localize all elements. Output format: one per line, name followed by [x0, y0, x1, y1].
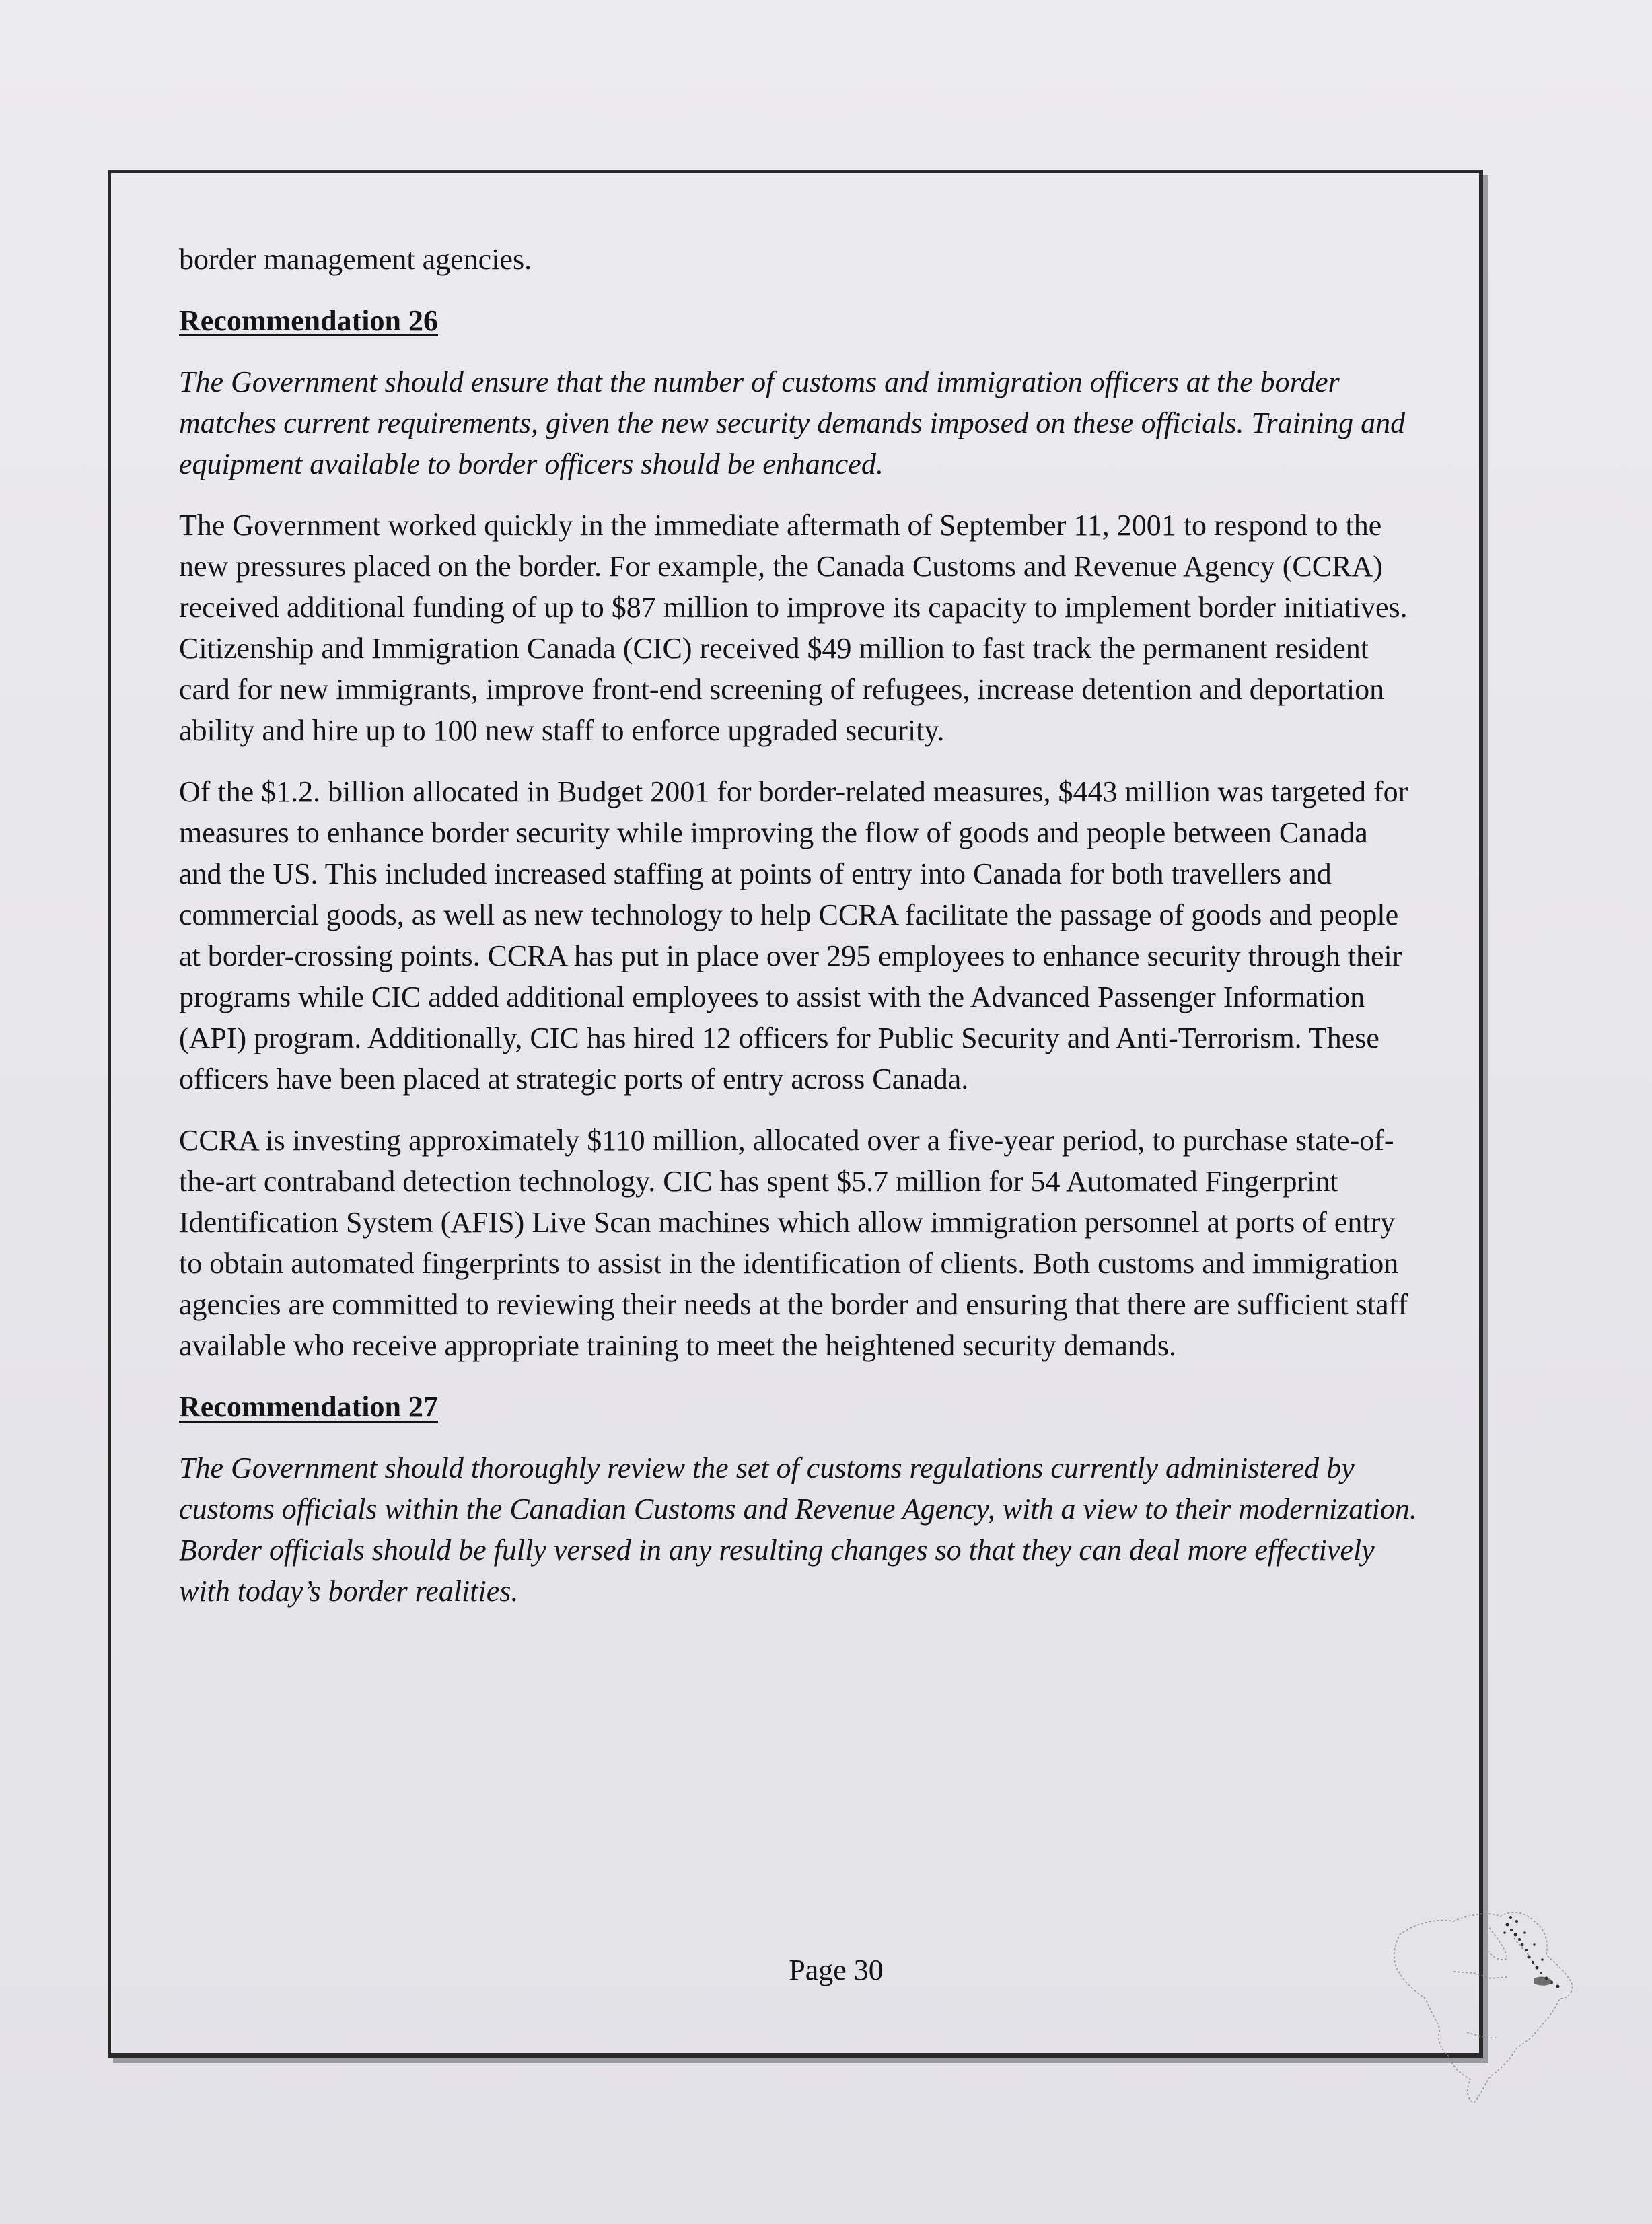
page-number: Page 30	[789, 1953, 884, 1986]
recommendation-27-heading: Recommendation 27	[179, 1390, 438, 1423]
north-america-map-icon	[1373, 1898, 1588, 2120]
recommendation-27-text: The Government should thoroughly review the set of customs regulations currently administered by customs officials within the Canadian Customs and Revenue Agency, with a view to their modernization. Border officials should be fully versed in any resulting changes so that they can deal more effectively with today’s border realities.	[179, 1451, 1417, 1608]
paragraph-3: CCRA is investing approximately $110 million, allocated over a five-year period, to purchase state-of-the-art contraband detection technology. CIC has spent $5.7 million for 54 Automated Fingerprint Identification System (AFIS) Live Scan machines which allow immigration personnel at ports of entry to obtain automated fingerprints to assist in the identification of clients. Both customs and immigration agencies are committed to reviewing their needs at the border and ensuring that there are sufficient staff available who receive appropriate training to meet the heightened security demands.	[179, 1124, 1408, 1362]
paragraph-1: The Government worked quickly in the immediate aftermath of September 11, 2001 to respond to the new pressures placed on the border. For example, the Canada Customs and Revenue Agency (CCRA) received additional funding of up to $87 million to improve its capacity to implement border initiatives. Citizenship and Immigration Canada (CIC) received $49 million to fast track the permanent resident card for new immigrants, improve front-end screening of refugees, increase detention and deportation ability and hire up to 100 new staff to enforce upgraded security.	[179, 509, 1408, 747]
lead-fragment: border management agencies.	[179, 243, 532, 276]
paragraph-2: Of the $1.2. billion allocated in Budget 2001 for border-related measures, $443 million was targeted for measures to enhance border security while improving the flow of goods and people between Canada and the US. This included increased staffing at points of entry into Canada for both travellers and commercial goods, as well as new technology to help CCRA facilitate the passage of goods and people at border-crossing points. CCRA has put in place over 295 employees to enhance security through their programs while CIC added additional employees to assist with the Advanced Passenger Information (API) program. Additionally, CIC has hired 12 officers for Public Security and Anti-Terrorism. These officers have been placed at strategic ports of entry across Canada.	[179, 775, 1408, 1096]
recommendation-26-text: The Government should ensure that the number of customs and immigration officers at the border matches current requirements, given the new security demands imposed on these officials. Training and equipment available to border officers should be enhanced.	[179, 365, 1406, 480]
document-body	[179, 239, 1417, 1632]
recommendation-26-heading: Recommendation 26	[179, 304, 438, 337]
